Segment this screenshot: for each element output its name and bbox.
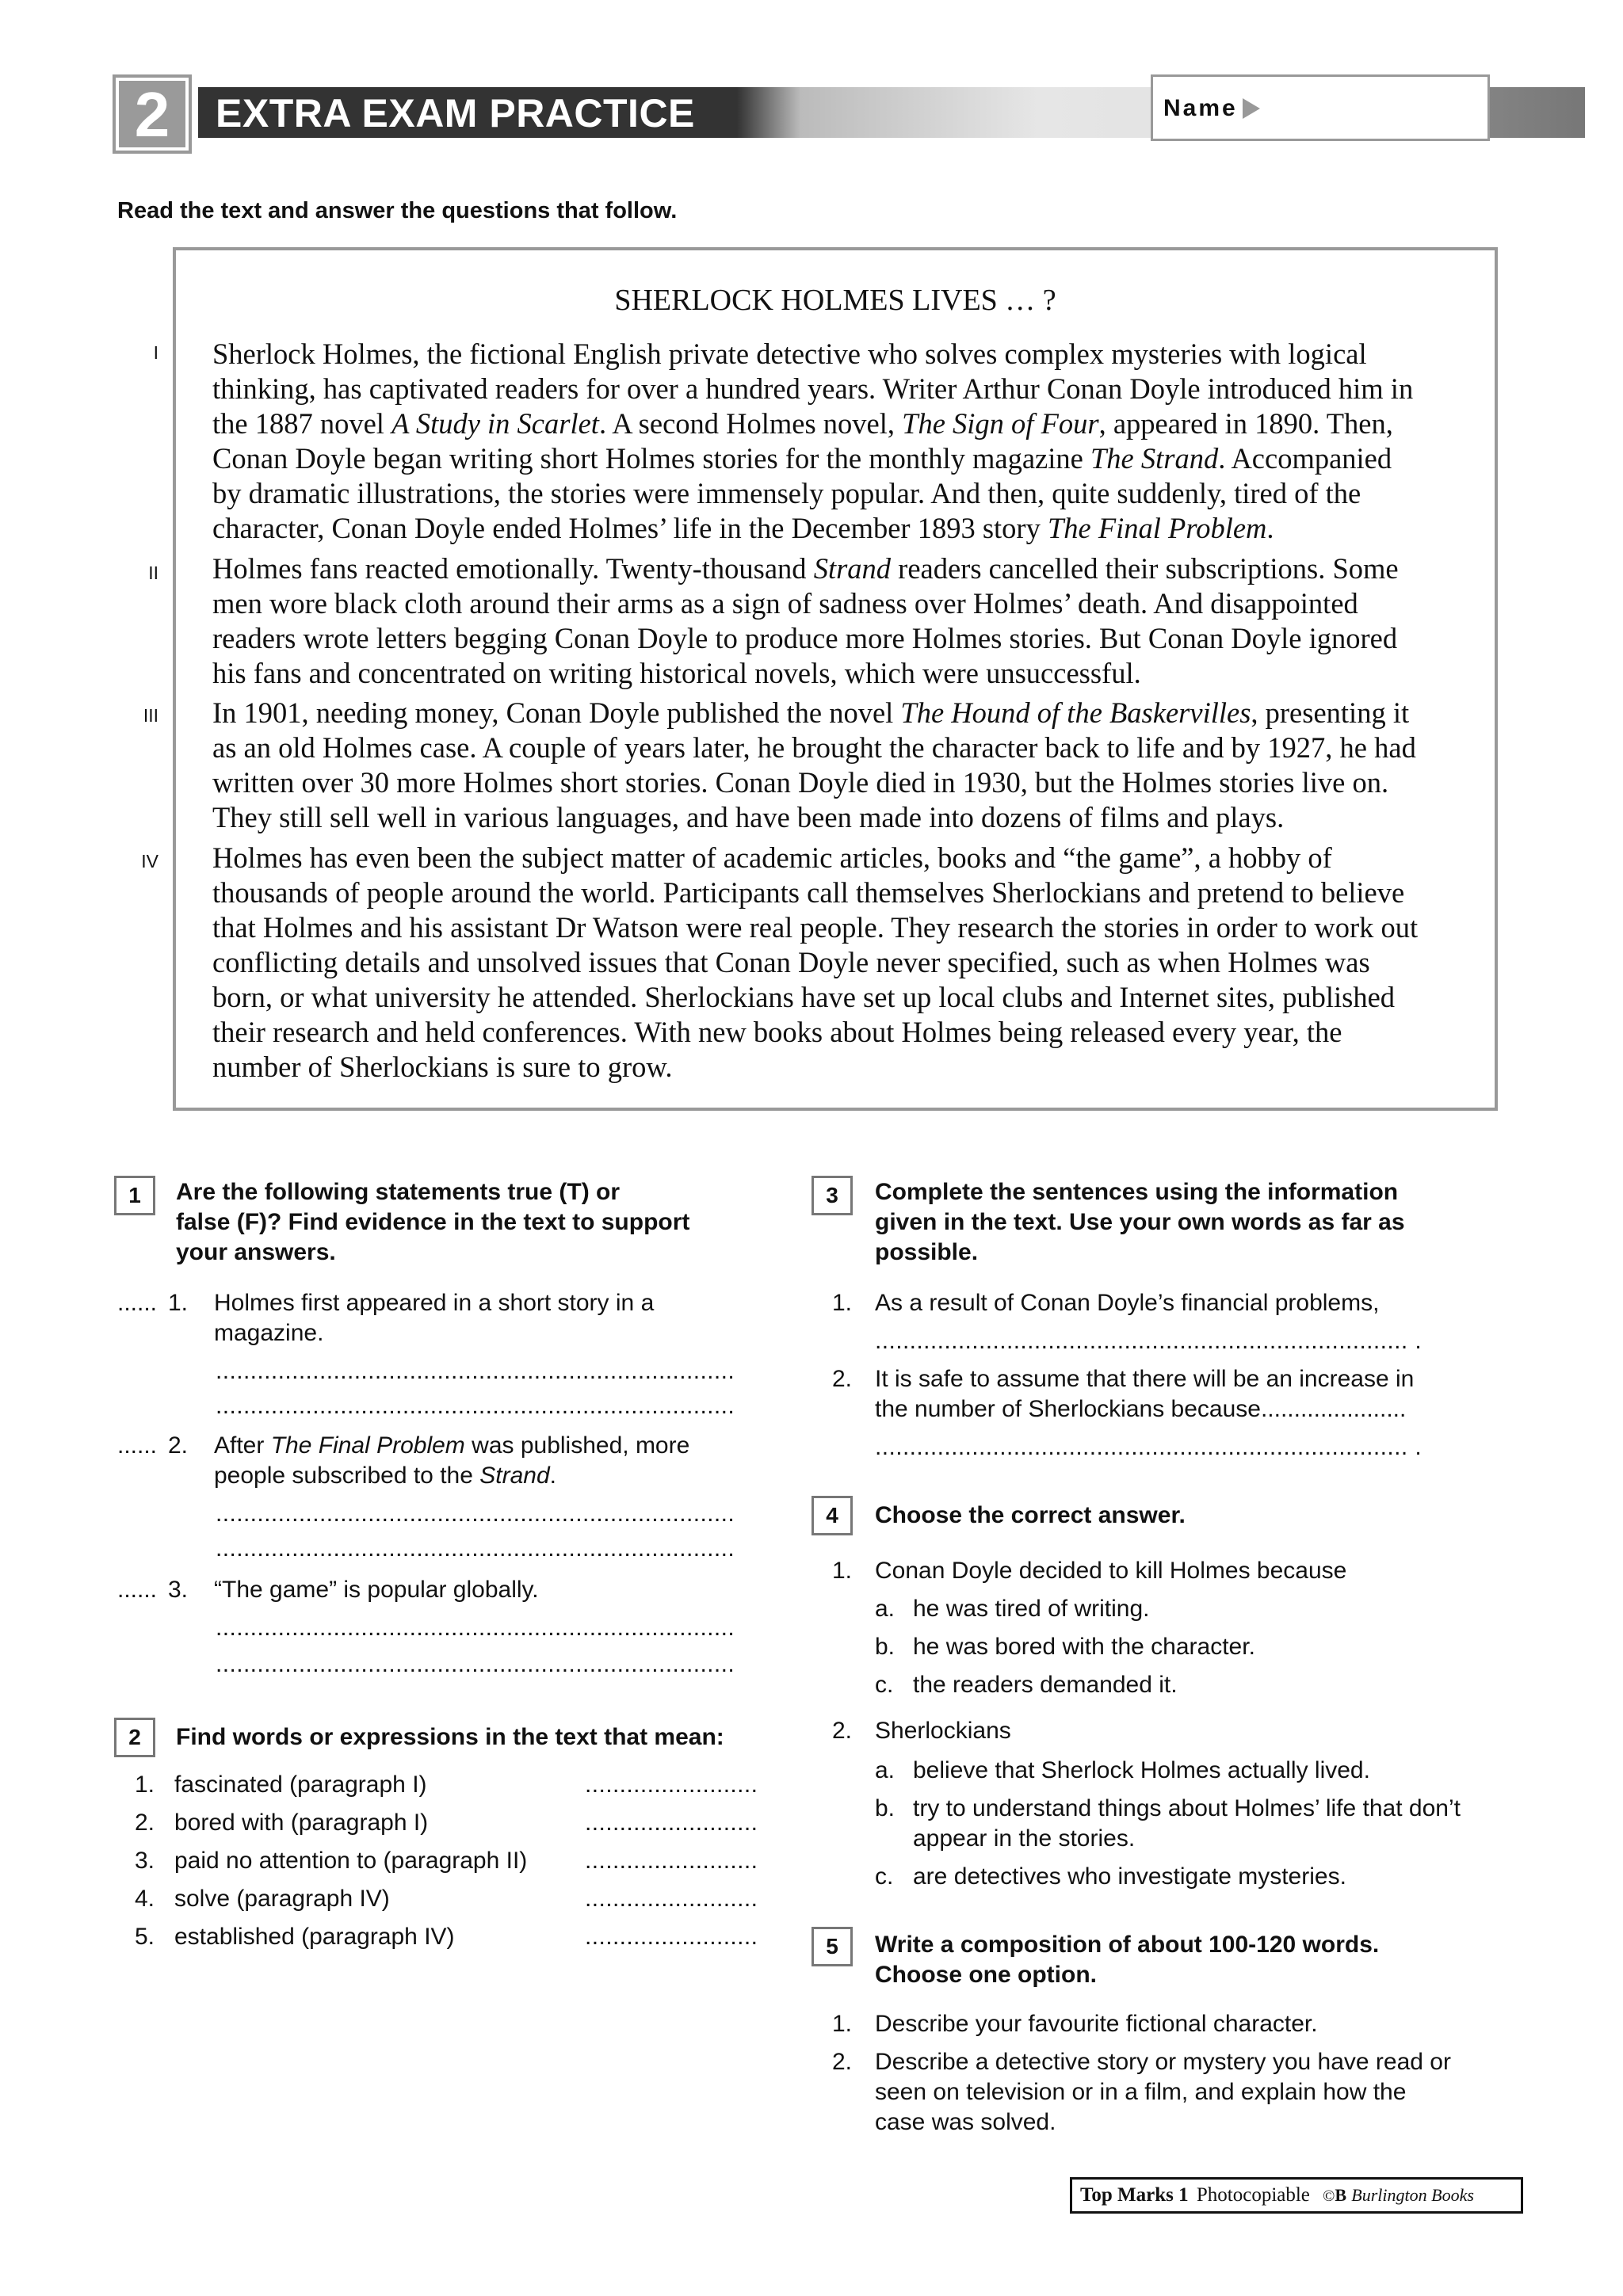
item-number: 2. <box>832 1718 853 1744</box>
option-letter: c. <box>875 1863 894 1890</box>
answer-line[interactable]: ........................................................................... <box>216 1615 735 1641</box>
footer-top: Top <box>1080 2184 1113 2206</box>
exercise-1-title: Are the following statements true (T) or false (F)? Find evidence in the text to support your answers. <box>176 1179 690 1265</box>
reading-line: readers wrote letters begging Conan Doyle to produce more Holmes stories. But Conan Doyle ignored <box>212 622 1398 654</box>
reading-line: Holmes has even been the subject matter of academic articles, books and “the game”, a hobby of <box>212 841 1332 874</box>
footer-photocopiable: Photocopiable <box>1196 2184 1310 2206</box>
ex3-sentence: It is safe to assume that there will be an increase in the number of Sherlockians because...................... <box>875 1366 1415 1422</box>
ex4-question: Sherlockians <box>875 1718 1011 1744</box>
reading-line: by dramatic illustrations, the stories were immensely popular. And then, quite suddenly, tired of the <box>212 477 1361 509</box>
copyright-icon: © <box>1323 2187 1335 2205</box>
ex1-statement: “The game” is popular globally. <box>214 1577 539 1603</box>
item-number: 1. <box>832 1290 853 1316</box>
reading-line: men wore black cloth around their arms as a sign of sadness over Holmes’ death. And disappointed <box>212 587 1358 620</box>
answer-line[interactable]: ......................... <box>585 1772 758 1798</box>
item-number: 2. <box>168 1432 189 1459</box>
answer-line[interactable]: ......................... <box>585 1848 758 1874</box>
ex2-item: bored with (paragraph I) <box>174 1810 429 1836</box>
reading-paragraph <box>212 696 1488 835</box>
item-number: 3. <box>168 1577 189 1603</box>
reading-line: his fans and concentrated on writing historical novels, which were unsuccessful. <box>212 657 1141 689</box>
ex2-item: fascinated (paragraph I) <box>174 1772 427 1798</box>
reading-line: They still sell well in various languages, and have been made into dozens of films and plays. <box>212 801 1285 833</box>
reading-line: thousands of people around the world. Participants call themselves Sherlockians and pretend to believe <box>212 876 1405 909</box>
option-text[interactable]: he was tired of writing. <box>913 1596 1150 1622</box>
answer-line[interactable]: ............................................................................. . <box>875 1434 1423 1460</box>
arrow-right-icon <box>1243 98 1260 119</box>
page-title: EXTRA EXAM PRACTICE <box>216 91 695 135</box>
ex5-option: Describe a detective story or mystery you have read or seen on television or in a film, and explain how the case was solved. <box>875 2049 1451 2135</box>
exercise-number: 4 <box>812 1496 853 1535</box>
ex1-statement: After The Final Problem was published, more people subscribed to the Strand. <box>214 1432 690 1489</box>
answer-blank[interactable]: ...... <box>117 1432 158 1459</box>
paragraph-number: I <box>153 342 158 363</box>
item-number: 1. <box>832 1558 853 1584</box>
reading-line: that Holmes and his assistant Dr Watson were real people. They research the stories in order to work out <box>212 911 1419 944</box>
answer-blank[interactable]: ...... <box>117 1577 158 1603</box>
option-letter: c. <box>875 1672 894 1698</box>
option-text[interactable]: try to understand things about Holmes’ life that don’t appear in the stories. <box>913 1795 1461 1852</box>
option-text[interactable]: are detectives who investigate mysteries. <box>913 1863 1346 1890</box>
answer-blank[interactable]: ...... <box>117 1290 158 1316</box>
reading-line: born, or what university he attended. Sherlockians have set up local clubs and Internet sites, published <box>212 981 1396 1013</box>
exercise-number: 5 <box>812 1927 853 1966</box>
paragraph-number: III <box>143 705 158 726</box>
answer-line[interactable]: ......................... <box>585 1886 758 1912</box>
ex3-sentence: As a result of Conan Doyle’s financial problems, <box>875 1290 1380 1316</box>
paragraph-number: II <box>148 563 158 583</box>
reading-line: number of Sherlockians is sure to grow. <box>212 1051 673 1083</box>
name-label: Name <box>1163 95 1238 121</box>
exercise-number: 3 <box>812 1176 853 1215</box>
item-number: 5. <box>135 1924 155 1950</box>
answer-line[interactable]: ......................... <box>585 1810 758 1836</box>
reading-line: Holmes fans reacted emotionally. Twenty-thousand Strand readers cancelled their subscriptions. Some <box>212 552 1399 585</box>
option-letter: a. <box>875 1757 896 1783</box>
answer-line[interactable]: ........................................................................... <box>216 1393 735 1419</box>
ex4-question: Conan Doyle decided to kill Holmes because <box>875 1558 1347 1584</box>
footer-level: 1 <box>1178 2184 1189 2206</box>
item-number: 1. <box>168 1290 189 1316</box>
burlington-logo-icon: B <box>1335 2185 1347 2205</box>
footer-marks: Marks <box>1117 2184 1174 2206</box>
item-number: 3. <box>135 1848 155 1874</box>
exercise-4-title: Choose the correct answer. <box>875 1502 1186 1528</box>
item-number: 1. <box>832 2011 853 2037</box>
ex2-item: established (paragraph IV) <box>174 1924 455 1950</box>
answer-line[interactable]: ......................... <box>585 1924 758 1950</box>
item-number: 2. <box>832 2049 853 2075</box>
reading-line: written over 30 more Holmes short stories. Conan Doyle died in 1930, but the Holmes stories live on. <box>212 766 1389 799</box>
footer-publisher: Burlington Books <box>1351 2185 1474 2205</box>
option-text[interactable]: the readers demanded it. <box>913 1672 1178 1698</box>
reading-line: character, Conan Doyle ended Holmes’ life in the December 1893 story The Final Problem. <box>212 512 1274 544</box>
option-text[interactable]: believe that Sherlock Holmes actually lived. <box>913 1757 1370 1783</box>
reading-line: as an old Holmes case. A couple of years later, he brought the character back to life and by 1927, he had <box>212 731 1416 764</box>
answer-line[interactable]: ............................................................................. . <box>875 1328 1423 1354</box>
exercise-number: 1 <box>114 1176 155 1215</box>
unit-number: 2 <box>119 81 185 147</box>
exercise-number: 2 <box>114 1718 155 1757</box>
ex2-item: solve (paragraph IV) <box>174 1886 390 1912</box>
exercise-2-title: Find words or expressions in the text that mean: <box>176 1724 724 1750</box>
ex2-item: paid no attention to (paragraph II) <box>174 1848 528 1874</box>
item-number: 1. <box>135 1772 155 1798</box>
ex1-statement: Holmes first appeared in a short story in a magazine. <box>214 1290 655 1346</box>
instruction: Read the text and answer the questions that follow. <box>117 198 678 223</box>
item-number: 2. <box>135 1810 155 1836</box>
reading-line: Conan Doyle began writing short Holmes stories for the monthly magazine The Strand. Accompanied <box>212 442 1392 475</box>
reading-line: their research and held conferences. With new books about Holmes being released every year, the <box>212 1016 1342 1048</box>
answer-line[interactable]: ........................................................................... <box>216 1358 735 1384</box>
answer-line[interactable]: ........................................................................... <box>216 1535 735 1562</box>
option-text[interactable]: he was bored with the character. <box>913 1634 1255 1660</box>
option-letter: b. <box>875 1634 896 1660</box>
item-number: 2. <box>832 1366 853 1392</box>
reading-title: SHERLOCK HOLMES LIVES … ? <box>614 284 1056 317</box>
reading-line: Sherlock Holmes, the fictional English private detective who solves complex mysteries with logical <box>212 338 1367 370</box>
exercise-5-title: Write a composition of about 100-120 words. Choose one option. <box>875 1932 1380 1988</box>
option-letter: a. <box>875 1596 896 1622</box>
reading-line: In 1901, needing money, Conan Doyle published the novel The Hound of the Baskervilles, presenting it <box>212 696 1410 729</box>
reading-line: the 1887 novel A Study in Scarlet. A second Holmes novel, The Sign of Four, appeared in 1890. Then, <box>212 407 1393 440</box>
reading-paragraph <box>212 551 1488 691</box>
answer-line[interactable]: ........................................................................... <box>216 1651 735 1677</box>
item-number: 4. <box>135 1886 155 1912</box>
reading-paragraph <box>212 337 1488 546</box>
answer-line[interactable]: ........................................................................... <box>216 1501 735 1527</box>
reading-line: conflicting details and unsolved issues that Conan Doyle never specified, such as when Holmes was <box>212 946 1370 978</box>
option-letter: b. <box>875 1795 896 1821</box>
exercise-3-title: Complete the sentences using the information given in the text. Use your own words as far as possible. <box>875 1179 1405 1265</box>
copyright-footer <box>1070 2177 1523 2214</box>
reading-line: thinking, has captivated readers for over a hundred years. Writer Arthur Conan Doyle introduced him in <box>212 372 1414 405</box>
reading-paragraph <box>212 841 1488 1085</box>
paragraph-number: IV <box>141 851 158 871</box>
ex5-option: Describe your favourite fictional character. <box>875 2011 1318 2037</box>
